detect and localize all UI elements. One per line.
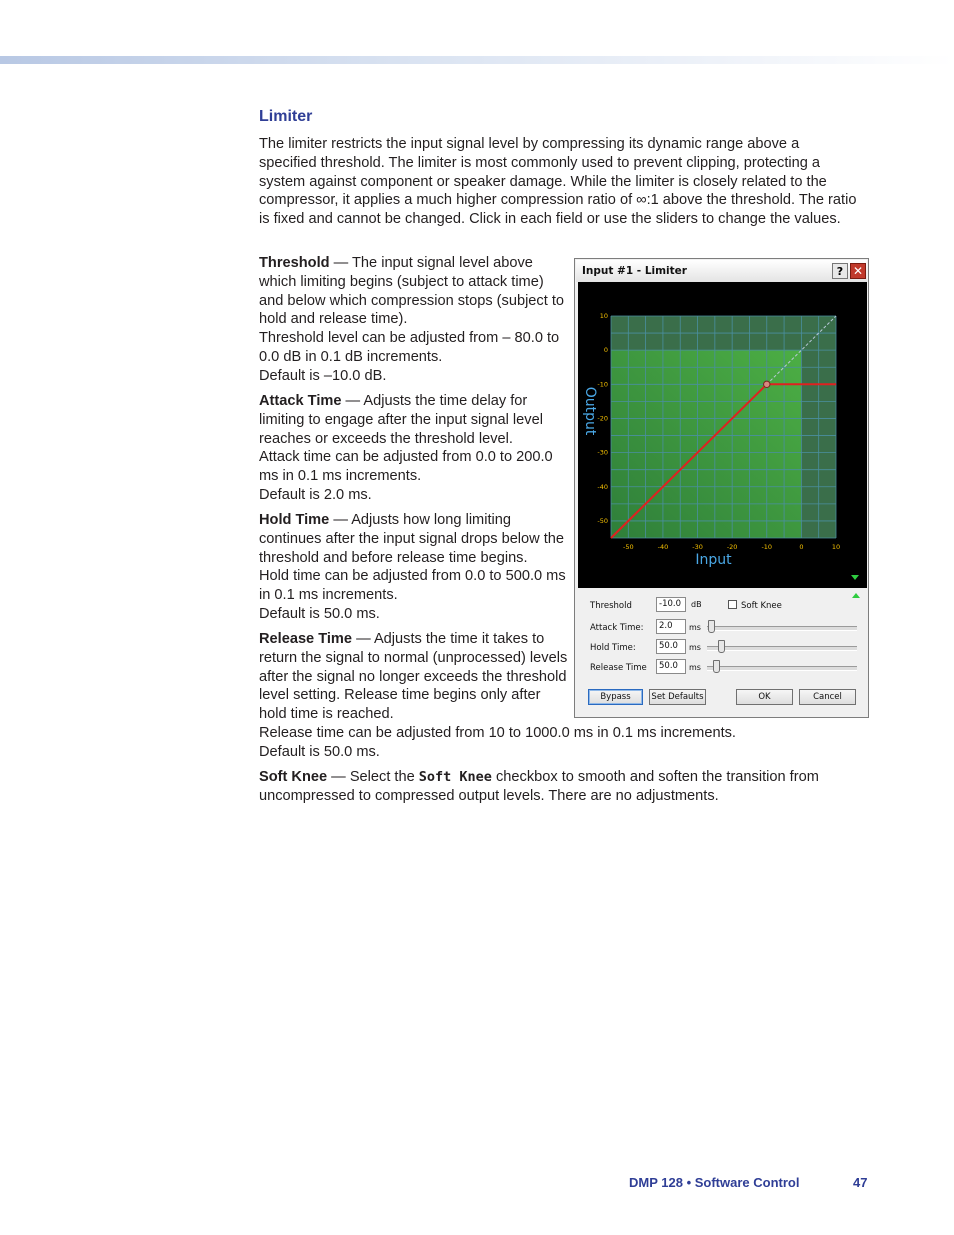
release-paragraph <box>259 630 569 724</box>
footer-doc-title: DMP 128 • Software Control <box>629 1175 800 1190</box>
ok-button[interactable]: OK <box>736 689 793 705</box>
header-rule <box>0 56 954 64</box>
soft-knee-paragraph <box>259 768 859 806</box>
attack-slider-track[interactable] <box>707 626 857 631</box>
soft-knee-code: Soft Knee <box>418 769 492 785</box>
y-tick-label: 10 <box>599 312 608 320</box>
release-range: Release time can be adjusted from 10 to 1000.0 ms in 0.1 ms increments. <box>259 725 736 741</box>
x-axis-label: Input <box>695 552 732 568</box>
release-term: Release Time <box>259 631 353 647</box>
attack-slider-thumb[interactable] <box>708 620 715 633</box>
set-defaults-button[interactable]: Set Defaults <box>649 689 706 705</box>
release-input[interactable]: 50.0 <box>656 659 686 674</box>
hold-desc: Adjusts how long limiting continues after the input signal drops below the threshold and before release time begins. <box>259 512 565 566</box>
release-desc: Adjusts the time it takes to return the signal to normal (unprocessed) levels after the signal no longer exceeds the threshold level setting. Release time begins only after hold time is reached. <box>259 631 568 723</box>
x-tick-label: -20 <box>726 543 738 551</box>
section-title: Limiter <box>259 108 313 125</box>
attack-unit: ms <box>689 623 701 632</box>
attack-field-label: Attack Time: <box>590 623 644 633</box>
soft-knee-sep: — <box>327 769 350 785</box>
hold-term: Hold Time <box>259 512 330 528</box>
release-default: Default is 50.0 ms. <box>259 743 380 760</box>
hold-sep: — <box>329 512 352 528</box>
soft-knee-label: Soft Knee <box>741 601 782 611</box>
x-tick-label: 10 <box>831 543 841 551</box>
release-slider-track[interactable] <box>707 666 857 671</box>
y-tick-label: -10 <box>597 380 608 389</box>
y-tick-label: -30 <box>597 448 608 457</box>
soft-knee-post: checkbox to smooth and soften the transition from uncompressed to compressed output levels. There are no adjustments. <box>259 769 819 804</box>
intro-paragraph: The limiter restricts the input signal level by compressing its dynamic range above a specified threshold. The limiter is most commonly used to prevent clipping, protecting a system against component or speaker damage. While the limiter is closely related to the compressor, it applies a much higher compression ratio of ∞:1 above the threshold. The ratio is fixed and cannot be changed. Click in each field or use the sliders to change the values. <box>259 136 857 228</box>
release-range-paragraph <box>259 724 859 762</box>
hold-field-label: Hold Time: <box>590 643 636 653</box>
release-field-label: Release Time <box>590 663 647 673</box>
attack-range: Attack time can be adjusted from 0.0 to 200.0 ms in 0.1 ms increments. <box>259 449 553 485</box>
threshold-paragraph <box>259 254 569 386</box>
soft-knee-checkbox[interactable] <box>728 600 737 609</box>
threshold-term: Threshold <box>259 255 330 271</box>
x-tick-label: 0 <box>799 543 804 551</box>
hold-slider-track[interactable] <box>707 646 857 651</box>
x-tick-label: -40 <box>657 543 669 551</box>
y-tick-label: 0 <box>603 346 608 355</box>
hold-slider-thumb[interactable] <box>718 640 725 653</box>
release-unit: ms <box>689 663 701 672</box>
threshold-default: Default is –10.0 dB. <box>259 367 387 384</box>
expand-arrow-icon[interactable] <box>852 593 860 598</box>
soft-knee-pre: Select the <box>349 769 419 785</box>
bypass-button[interactable]: Bypass <box>588 689 643 705</box>
limiter-graph <box>578 282 867 588</box>
threshold-unit: dB <box>691 600 702 609</box>
help-button[interactable]: ? <box>832 263 848 279</box>
dialog-titlebar <box>576 260 867 282</box>
hold-default: Default is 50.0 ms. <box>259 605 380 622</box>
hold-paragraph <box>259 511 569 624</box>
page-number: 47 <box>853 1175 868 1190</box>
attack-sep: — <box>341 393 364 409</box>
x-tick-label: -50 <box>622 543 634 551</box>
threshold-input[interactable]: -10.0 <box>656 597 686 612</box>
dialog-title: Input #1 - Limiter <box>582 265 687 277</box>
x-tick-label: -10 <box>761 543 773 551</box>
y-tick-label: -20 <box>597 414 608 423</box>
attack-default: Default is 2.0 ms. <box>259 486 372 503</box>
y-tick-label: -40 <box>597 482 608 491</box>
soft-knee-term: Soft Knee <box>259 769 328 785</box>
attack-input[interactable]: 2.0 <box>656 619 686 634</box>
close-button[interactable]: ✕ <box>850 263 866 279</box>
hold-range: Hold time can be adjusted from 0.0 to 500.0 ms in 0.1 ms increments. <box>259 568 566 604</box>
y-axis-label: Output <box>582 386 598 436</box>
threshold-sep: — <box>329 255 352 271</box>
collapse-arrow-icon[interactable] <box>851 575 859 580</box>
limiter-chart-svg <box>578 282 867 588</box>
x-tick-label: -30 <box>692 543 703 551</box>
release-sep: — <box>352 631 374 647</box>
threshold-range: Threshold level can be adjusted from – 80.0 to 0.0 dB in 0.1 dB increments. <box>259 330 560 365</box>
attack-paragraph <box>259 392 569 505</box>
threshold-desc: The input signal level above which limiting begins (subject to attack time) and below which compression stops (subject to hold and release time). <box>259 255 565 328</box>
threshold-handle <box>764 381 770 387</box>
threshold-field-label: Threshold <box>590 601 632 611</box>
hold-unit: ms <box>689 643 701 652</box>
hold-input[interactable]: 50.0 <box>656 639 686 654</box>
release-slider-thumb[interactable] <box>713 660 720 673</box>
cancel-button[interactable]: Cancel <box>799 689 856 705</box>
y-tick-label: -50 <box>597 516 608 525</box>
attack-desc: Adjusts the time delay for limiting to engage after the input signal level reaches or exceeds the threshold level. <box>259 393 543 447</box>
limiter-dialog <box>574 258 869 718</box>
attack-term: Attack Time <box>259 393 342 409</box>
